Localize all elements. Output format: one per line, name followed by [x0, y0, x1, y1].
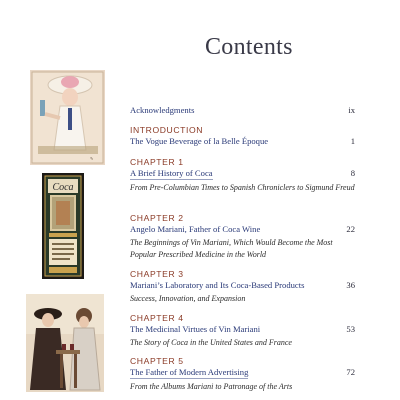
toc-entry-label: CHAPTER 1 [130, 157, 184, 167]
toc-entry-subtitle: The Beginnings of Vin Mariani, Which Would Become the Most Popular Prescribed Medicine in the World [130, 238, 333, 259]
toc-entry-title-line[interactable] [130, 105, 355, 116]
toc-entry-title[interactable]: Mariani’s Laboratory and Its Coca-Based Products [130, 280, 305, 290]
toc-entry-page: 22 [346, 224, 355, 234]
women-at-table-illustration-image [26, 294, 104, 392]
toc-entry-title[interactable]: The Medicinal Virtues of Vin Mariani [130, 324, 261, 334]
toc-entry-title-line[interactable] [130, 224, 355, 235]
toc-entry-label: CHAPTER 4 [130, 313, 184, 323]
toc-entry-chapter-3[interactable] [130, 269, 355, 305]
toc-entry-label: CHAPTER 3 [130, 269, 184, 279]
toc-entry-subtitle: Success, Innovation, and Expansion [130, 294, 246, 303]
bottle-brand-text: Coca [52, 182, 74, 193]
toc-entry-label: INTRODUCTION [130, 125, 204, 135]
woman-with-glass-poster-image [30, 70, 105, 165]
toc-entry-subtitle: From the Albums Mariani to Patronage of the Arts [130, 382, 293, 391]
toc-entry-page: 72 [346, 367, 355, 377]
toc-entry-title[interactable]: A Brief History of Coca [130, 168, 213, 178]
svg-text:✎: ✎ [90, 156, 94, 161]
toc-entry-title[interactable]: The Vogue Beverage of la Belle Époque [130, 136, 269, 146]
toc-entry-title-line[interactable] [130, 324, 355, 335]
toc-entry-page: ix [348, 105, 355, 115]
toc-entry-chapter-2[interactable] [130, 213, 355, 261]
toc-entry-title[interactable]: Angelo Mariani, Father of Coca Wine [130, 224, 261, 234]
toc-entry-page: 36 [346, 280, 355, 290]
toc-entry-subtitle: The Story of Coca in the United States and France [130, 338, 292, 347]
toc-entry-page: 8 [350, 168, 355, 178]
toc-entry-label: CHAPTER 2 [130, 213, 184, 223]
toc-entry-title-line[interactable] [130, 280, 355, 291]
toc-entry-chapter-5[interactable] [130, 356, 355, 393]
toc-entry-title[interactable]: Acknowledgments [130, 105, 195, 115]
coca-wine-bottle-label-image [42, 173, 84, 279]
toc-entry-introduction[interactable] [130, 125, 355, 147]
toc-entry-title[interactable]: The Father of Modern Advertising [130, 367, 249, 377]
toc-entry-title-line[interactable] [130, 367, 355, 379]
contents-heading: Contents [205, 34, 293, 60]
toc-entry-title-line[interactable] [130, 136, 355, 147]
toc-entry-page: 53 [346, 324, 355, 334]
toc-entry-chapter-1[interactable] [130, 157, 355, 194]
toc-entry-subtitle: From Pre-Columbian Times to Spanish Chroniclers to Sigmund Freud [130, 183, 355, 192]
toc-entry-title-line[interactable] [130, 168, 355, 180]
toc-entry-acknowledgments[interactable] [130, 105, 355, 116]
toc-entry-chapter-4[interactable] [130, 313, 355, 349]
toc-entry-page: 1 [350, 136, 355, 146]
toc-entry-label: CHAPTER 5 [130, 356, 184, 366]
